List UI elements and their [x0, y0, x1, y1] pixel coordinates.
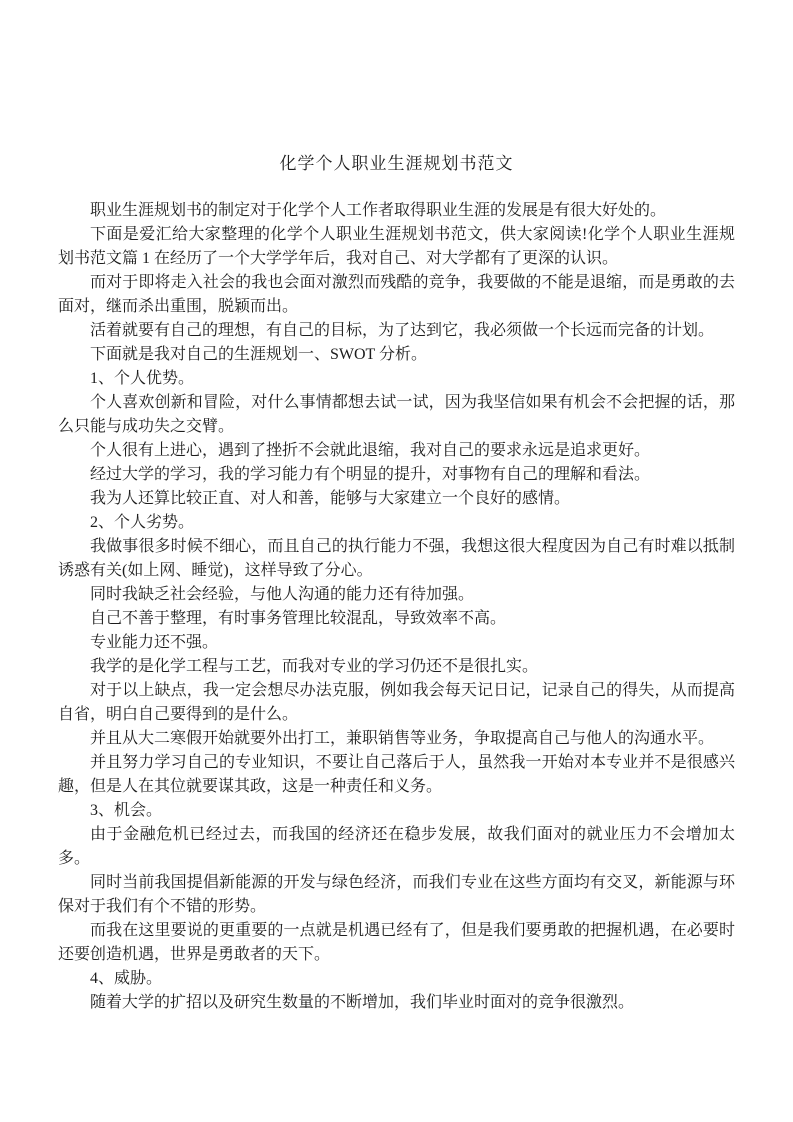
paragraph: 由于金融危机已经过去，而我国的经济还在稳步发展，故我们面对的就业压力不会增加太多。 [58, 826, 735, 867]
paragraph: 个人喜欢创新和冒险，对什么事情都想去试一试，因为我坚信如果有机会不会把握的话，那么只能与成功失之交臂。 [58, 394, 735, 435]
document-body [58, 199, 735, 1015]
paragraph: 并且努力学习自己的专业知识，不要让自己落后于人，虽然我一开始对本专业并不是很感兴趣，但是人在其位就要谋其政，这是一种责任和义务。 [58, 754, 735, 795]
paragraph: 个人很有上进心，遇到了挫折不会就此退缩，我对自己的要求永远是追求更好。 [90, 442, 651, 459]
paragraph: 职业生涯规划书的制定对于化学个人工作者取得职业生涯的发展是有很大好处的。 [90, 202, 667, 219]
paragraph: 而我在这里要说的更重要的一点就是机遇已经有了，但是我们要勇敢的把握机遇，在必要时还要创造机遇，世界是勇敢者的天下。 [58, 922, 735, 963]
paragraph: 而对于即将走入社会的我也会面对激烈而残酷的竞争，我要做的不能是退缩，而是勇敢的去面对，继而杀出重围，脱颖而出。 [58, 274, 735, 315]
paragraph: 经过大学的学习，我的学习能力有个明显的提升，对事物有自己的理解和看法。 [90, 466, 651, 483]
section-heading: 4、威胁。 [90, 970, 163, 987]
paragraph: 自己不善于整理，有时事务管理比较混乱，导致效率不高。 [90, 610, 507, 627]
section-heading: 3、机会。 [90, 802, 163, 819]
paragraph: 同时当前我国提倡新能源的开发与绿色经济，而我们专业在这些方面均有交叉，新能源与环保对于我们有个不错的形势。 [58, 874, 735, 915]
paragraph: 我为人还算比较正直、对人和善，能够与大家建立一个良好的感情。 [90, 490, 571, 507]
paragraph: 对于以上缺点，我一定会想尽办法克服，例如我会每天记日记，记录自己的得失，从而提高自省，明白自己要得到的是什么。 [58, 682, 735, 723]
paragraph: 我做事很多时候不细心，而且自己的执行能力不强，我想这很大程度因为自己有时难以抵制诱惑有关(如上网、睡觉)，这样导致了分心。 [58, 538, 735, 579]
paragraph: 下面是爱汇给大家整理的化学个人职业生涯规划书范文，供大家阅读!化学个人职业生涯规划书范文篇 1 在经历了一个大学学年后，我对自己、对大学都有了更深的认识。 [58, 226, 735, 267]
paragraph: 同时我缺乏社会经验，与他人沟通的能力还有待加强。 [90, 586, 475, 603]
paragraph: 专业能力还不强。 [90, 634, 219, 651]
paragraph: 下面就是我对自己的生涯规划一、SWOT 分析。 [90, 346, 428, 363]
section-heading: 2、个人劣势。 [90, 514, 195, 531]
paragraph: 并且从大二寒假开始就要外出打工，兼职销售等业务，争取提高自己与他人的沟通水平。 [90, 730, 715, 747]
paragraph: 随着大学的扩招以及研究生数量的不断增加，我们毕业时面对的竞争很激烈。 [90, 994, 635, 1011]
paragraph: 活着就要有自己的理想，有自己的目标，为了达到它，我必须做一个长远而完备的计划。 [90, 322, 715, 339]
document-title: 化学个人职业生涯规划书范文 [279, 154, 514, 173]
section-heading: 1、个人优势。 [90, 370, 195, 387]
paragraph: 我学的是化学工程与工艺，而我对专业的学习仍还不是很扎实。 [90, 658, 539, 675]
